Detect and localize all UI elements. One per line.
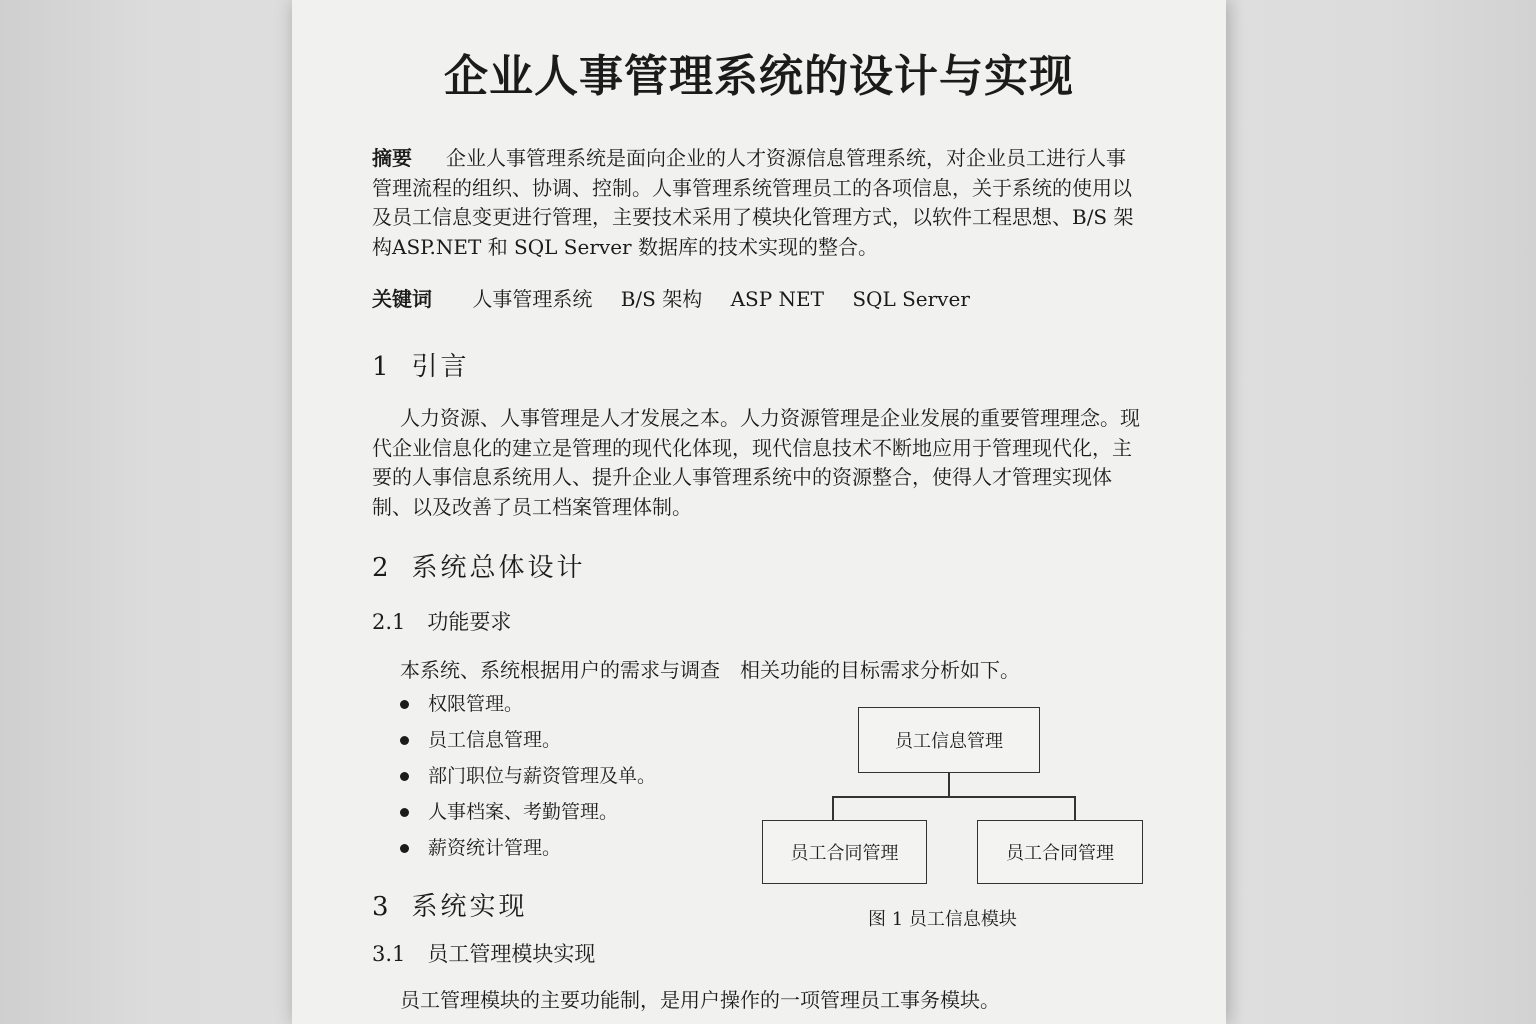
diagram-connector — [948, 773, 950, 796]
section-title: 系统总体设计 — [411, 553, 586, 583]
section-number: 2 — [372, 553, 392, 583]
section-title: 引言 — [411, 352, 470, 382]
subsection-3-1-heading — [372, 938, 595, 968]
section-1-paragraph: 人力资源、人事管理是人才发展之本。人力资源管理是企业发展的重要管理理念。现代企业信息化的建立是管理的现代化体现，现代信息技术不断地应用于管理现代化，主要的人事信息系统用人、提升企业人事管理系统中的资源整合，使得人才管理实现体制、以及改善了员工档案管理体制。 — [372, 406, 1140, 519]
keyword-item: ASP NET — [730, 287, 824, 311]
paper-page — [292, 0, 1226, 1024]
subsection-number: 3.1 — [372, 942, 406, 966]
figure-caption: 图 1 员工信息模块 — [868, 909, 1017, 930]
keyword-item: SQL Server — [852, 287, 970, 311]
subsection-2-1-intro: 本系统、系统根据用户的需求与调查 相关功能的目标需求分析如下。 — [400, 658, 1020, 682]
diagram-connector — [832, 796, 834, 820]
abstract-text: 企业人事管理系统是面向企业的人才资源信息管理系统，对企业员工进行人事管理流程的组织、协调、控制。人事管理系统管理员工的各项信息，关于系统的使用以及员工信息变更进行管理，主要技术采用了模块化管理方式，以软件工程思想、B/S 架构ASP.NET 和 SQL Server 数据库的技术实现的整合。 — [372, 146, 1134, 259]
list-item: 权限管理。 — [400, 690, 656, 726]
keyword-item: 人事管理系统 — [472, 287, 593, 311]
keyword-item: B/S 架构 — [620, 287, 703, 311]
diagram-node-top: 员工信息管理 — [858, 707, 1040, 773]
subsection-number: 2.1 — [372, 610, 406, 634]
subsection-3-1-paragraph: 员工管理模块的主要功能制，是用户操作的一项管理员工事务模块。 — [400, 988, 1000, 1012]
section-title: 系统实现 — [411, 892, 528, 922]
list-item: 部门职位与薪资管理及单。 — [400, 762, 656, 798]
list-item: 薪资统计管理。 — [400, 834, 656, 870]
diagram-node-left: 员工合同管理 — [762, 820, 927, 884]
list-item: 人事档案、考勤管理。 — [400, 798, 656, 834]
section-3-heading — [372, 886, 528, 923]
diagram-connector — [1074, 796, 1076, 820]
section-number: 3 — [372, 892, 392, 922]
subsection-2-1-heading — [372, 606, 511, 636]
list-item: 员工信息管理。 — [400, 726, 656, 762]
keywords-label: 关键词 — [372, 287, 432, 311]
section-number: 1 — [372, 352, 392, 382]
paper-title: 企业人事管理系统的设计与实现 — [444, 51, 1074, 102]
diagram-connector — [832, 796, 1075, 798]
section-2-heading — [372, 547, 586, 584]
diagram-node-right: 员工合同管理 — [977, 820, 1143, 884]
section-1-heading — [372, 346, 470, 383]
abstract — [372, 144, 1144, 262]
keywords — [372, 283, 992, 312]
subsection-title: 员工管理模块实现 — [427, 942, 596, 966]
subsection-title: 功能要求 — [427, 610, 512, 634]
abstract-label: 摘要 — [372, 146, 412, 170]
requirements-list — [400, 690, 656, 870]
